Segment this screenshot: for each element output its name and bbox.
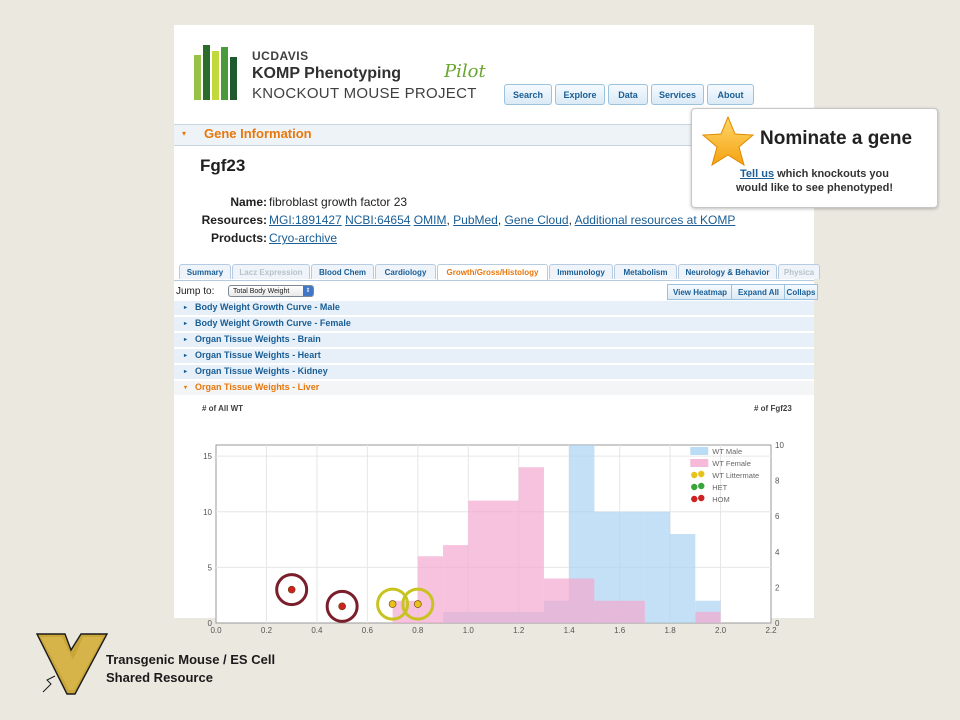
select-arrows-icon: ⇕: [303, 286, 313, 296]
expand-arrow-icon: ▸: [184, 353, 188, 359]
hom-marker: [339, 603, 346, 610]
products-label: Products:: [210, 231, 267, 245]
tab-cardiology[interactable]: Cardiology: [375, 264, 436, 279]
expand-arrow-icon: ▸: [184, 369, 188, 375]
nav-explore-button[interactable]: Explore: [555, 84, 605, 105]
expand-arrow-icon: ▸: [184, 305, 188, 311]
x-tick-label: 0.4: [311, 626, 323, 635]
nominate-title: Nominate a gene: [760, 128, 913, 149]
tell-us-link[interactable]: Tell us: [740, 168, 775, 180]
brand-script: Pilot: [444, 61, 486, 82]
tab-physical[interactable]: Physica: [778, 264, 820, 279]
x-tick-label: 2.0: [714, 626, 727, 635]
wt-littermate-marker: [389, 601, 396, 608]
tab-immunology[interactable]: Immunology: [549, 264, 613, 279]
legend-hom-swatch: [698, 495, 704, 501]
tab-blood-chem[interactable]: Blood Chem: [311, 264, 374, 279]
vanderbilt-v-logo: [37, 632, 112, 697]
section-bw-female[interactable]: ▸ Body Weight Growth Curve - Female: [174, 317, 814, 332]
liver-weight-histogram: [174, 415, 814, 635]
wt-female-bar: [494, 501, 519, 623]
y-left-tick-label: 0: [207, 619, 212, 628]
legend-het: HET: [712, 483, 728, 492]
tab-growth-gross-histology[interactable]: Growth/Gross/Histology: [437, 264, 548, 280]
tab-neurology-behavior[interactable]: Neurology & Behavior: [678, 264, 777, 279]
collapse-arrow-icon: ▾: [184, 385, 188, 391]
collapse-all-button[interactable]: Collaps: [784, 284, 818, 300]
legend-wt-littermate-swatch: [691, 472, 697, 478]
legend-het-swatch: [691, 484, 697, 490]
product-link-cryo-archive[interactable]: Cryo-archive: [269, 231, 338, 245]
view-heatmap-button[interactable]: View Heatmap: [667, 284, 733, 300]
tab-metabolism[interactable]: Metabolism: [614, 264, 677, 279]
resource-link-ncbi[interactable]: NCBI:64654: [345, 213, 411, 227]
wt-female-bar: [468, 501, 493, 623]
x-tick-label: 0.8: [412, 626, 424, 635]
resource-link-omim[interactable]: OMIM: [413, 213, 447, 227]
gene-symbol: Fgf23: [200, 156, 246, 175]
nominate-line1: Tell us which knockouts you: [740, 168, 889, 180]
y-left-tick-label: 5: [207, 563, 212, 573]
left-axis-label: # of All WT: [202, 404, 244, 413]
nav-services-button[interactable]: Services: [651, 84, 704, 105]
wt-male-bar: [645, 512, 670, 623]
y-left-tick-label: 15: [203, 452, 212, 462]
brand-main: KOMP Phenotyping: [252, 65, 402, 82]
jump-to-value: Total Body Weight: [233, 287, 290, 295]
wt-female-bar: [569, 579, 594, 624]
wt-male-bar: [670, 534, 695, 623]
resource-link-komp[interactable]: Additional resources at KOMP: [574, 213, 736, 227]
jump-to-select[interactable]: [228, 285, 314, 297]
wt-female-bar: [695, 612, 720, 623]
x-tick-label: 1.0: [462, 626, 474, 635]
expand-arrow-icon: ▸: [184, 321, 188, 327]
y-right-tick-label: 2: [775, 583, 780, 593]
right-axis-label: # of Fgf23: [754, 404, 792, 413]
tab-summary[interactable]: Summary: [179, 264, 231, 279]
legend-wt-littermate-swatch: [698, 471, 704, 477]
wt-littermate-marker: [414, 601, 421, 608]
legend-hom: HOM: [712, 495, 730, 504]
wt-female-bar: [443, 545, 468, 623]
wt-female-bar: [519, 467, 544, 623]
jump-to-label: Jump to:: [176, 286, 215, 297]
footer-line2: Shared Resource: [106, 670, 213, 685]
y-right-tick-label: 6: [775, 512, 780, 522]
resources-label: Resources:: [201, 213, 267, 227]
y-right-tick-label: 0: [775, 619, 780, 628]
nav-search-button[interactable]: Search: [504, 84, 552, 105]
legend-wt-male-swatch: [690, 447, 708, 455]
legend-hom-swatch: [691, 496, 697, 502]
footer-line1: Transgenic Mouse / ES Cell: [106, 652, 276, 667]
x-tick-label: 0.2: [260, 626, 273, 635]
resource-link-mgi[interactable]: MGI:1891427: [269, 213, 342, 227]
legend-het-swatch: [698, 483, 704, 489]
gene-info-title: Gene Information: [204, 126, 312, 141]
wt-female-bar: [594, 601, 619, 623]
nav-data-button[interactable]: Data: [608, 84, 648, 105]
y-right-tick-label: 8: [775, 476, 780, 486]
section-heart[interactable]: ▸ Organ Tissue Weights - Heart: [174, 349, 814, 364]
x-tick-label: 1.2: [513, 626, 525, 635]
nav-about-button[interactable]: About: [707, 84, 754, 105]
section-bw-male[interactable]: ▸ Body Weight Growth Curve - Male: [174, 301, 814, 316]
wt-female-bar: [544, 579, 569, 624]
wt-female-bar: [620, 601, 645, 623]
x-tick-label: 0.0: [210, 626, 222, 635]
name-label: Name:: [230, 195, 267, 209]
brand-subtitle: KNOCKOUT MOUSE PROJECT: [252, 85, 477, 102]
x-tick-label: 1.4: [563, 626, 575, 635]
nominate-gene-popup[interactable]: [691, 108, 938, 208]
legend-wt-littermate: WT Littermate: [712, 471, 760, 480]
nominate-line2: would like to see phenotyped!: [735, 182, 894, 194]
y-right-tick-label: 10: [775, 441, 784, 450]
section-liver[interactable]: ▾ Organ Tissue Weights - Liver: [174, 381, 814, 396]
section-brain[interactable]: ▸ Organ Tissue Weights - Brain: [174, 333, 814, 348]
komp-logo: [194, 45, 242, 100]
expand-all-button[interactable]: Expand All: [731, 284, 786, 300]
legend-wt-female: WT Female: [712, 459, 751, 468]
legend-wt-female-swatch: [690, 459, 708, 467]
star-icon: [700, 114, 756, 170]
expand-arrow-icon: ▸: [184, 337, 188, 343]
gene-name-value: fibroblast growth factor 23: [269, 195, 408, 209]
legend-wt-male: WT Male: [712, 447, 743, 456]
hom-marker: [288, 586, 295, 593]
x-tick-label: 1.8: [664, 626, 676, 635]
section-kidney[interactable]: ▸ Organ Tissue Weights - Kidney: [174, 365, 814, 380]
x-tick-label: 2.2: [765, 626, 777, 635]
x-tick-label: 1.6: [614, 626, 626, 635]
phenotype-tabs: [174, 264, 814, 281]
komp-page-screenshot: UCDAVIS KOMP Phenotyping Pilot KNOCKOUT MOUSE PROJECT Search Explore Data Services About ▾ Gene Information Fgf23 Name: fibroblast growth factor 23 Resources: MGI:1891427 NCBI:64654 OMIM, PubMed, Gene Cloud, Additional resources at KOMP Products: Cryo-archive Summary Lacz Expression Blood Chem Cardiology Growth/Gross/Histology Immunology Metabolism Neurology & Behavior Physica Jump to: Total Body Weight ⇕ View Heatmap Expand All Collaps ▸ Body Weight Growth Curve - Male ▸ Body Weight Growth Curve - Female ▸ Organ Tissue Weights - Brain ▸ Organ Tissue Weights - Heart ▸ Organ Tissue Weights - Kidney ▾ Organ Tissue Weights - Liver # of All WT # of Fgf23 0.0 0.2 0.4 0.6 0.8 1.0 1.2 1.4 1.6 1.8 2.0 2.2 0 5 10 15 0 2 4 6 8 10 WT Male WT Female WT Littermate HET HOM: [174, 25, 814, 618]
tab-lacz-expression[interactable]: Lacz Expression: [232, 264, 310, 279]
y-right-tick-label: 4: [775, 547, 780, 557]
resource-link-pubmed[interactable]: PubMed: [453, 213, 498, 227]
y-left-tick-label: 10: [203, 507, 212, 517]
x-tick-label: 0.6: [361, 626, 373, 635]
resource-link-gene-cloud[interactable]: Gene Cloud: [504, 213, 569, 227]
brand-top: UCDAVIS: [252, 49, 309, 63]
collapse-arrow-icon[interactable]: ▾: [182, 129, 187, 138]
